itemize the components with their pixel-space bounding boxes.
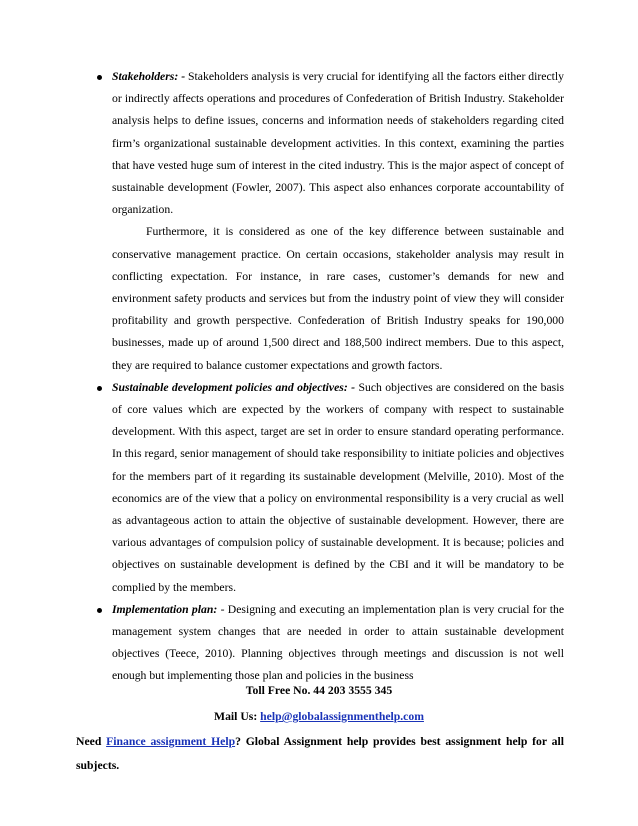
bullet-item-policies [76, 377, 564, 599]
paragraph-text: - Designing and executing an implementation plan is very crucial for the management system changes that are needed in order to attain sustainable development objectives (Teece, 2010). Planning objectives through meetings and discussion is not well enough but implementing those plan and policies in the business [112, 602, 565, 683]
document-body [76, 66, 564, 688]
bullet-item-implementation [76, 599, 564, 688]
bullet-icon [97, 386, 102, 391]
mail-line [0, 706, 638, 728]
promo-prefix: Need [76, 735, 107, 748]
mail-label: Mail Us: [214, 710, 261, 723]
bullet-heading: Sustainable development policies and objectives: - [112, 380, 356, 394]
bullet-icon [97, 608, 102, 613]
bullet-icon [97, 75, 102, 80]
paragraph-policies [112, 377, 564, 599]
paragraph-continuation: Furthermore, it is considered as one of the key difference between sustainable and conservative management practice. On certain occasions, stakeholder analysis may result in conflicting expectation. For instance, in rare cases, customer’s demands for new and environment safety products and services but from the industry point of view they will consider profitability and growth perspective. Confederation of British Industry speaks for 190,000 businesses, made up of around 1,500 direct and 188,500 indirect members. Due to this aspect, they are required to balance customer expectations and growth factors. [112, 225, 564, 372]
email-link[interactable]: help@globalassignmenthelp.com [260, 710, 424, 723]
paragraph-implementation [112, 599, 564, 688]
paragraph-stakeholders [112, 66, 564, 221]
paragraph-text: Such objectives are considered on the basis of core values which are expected by the workers of company with respect to sustainable development. With this aspect, target are set in order to ensure standard operating performance. In this regard, senior management of should take responsibility to initiate policies and objectives for the members part of it regarding its sustainable development (Melville, 2010). Most of the economics are of the view that a policy on environmental responsibility is a very crucial as well as advantageous action to attain the objective of sustainable development. However, there are various advantages of compulsion policy of sustainable development. It is because; policies and objectives on sustainable development is defined by the CBI and it will be mandatory to be complied by the members. [112, 380, 564, 594]
finance-help-link[interactable]: Finance assignment Help [106, 735, 236, 748]
bullet-heading: Implementation plan: [112, 602, 218, 616]
paragraph-text: Stakeholders analysis is very crucial for identifying all the factors either directly or indirectly affects operations and procedures of Confederation of British Industry. Stakeholder analysis helps to define issues, concerns and information needs of stakeholders regarding cited firm’s organizational sustainable development activities. In this context, examining the parties that have vested huge sum of interest in the cited industry. This is the major aspect of concept of sustainable development (Fowler, 2007). This aspect also enhances corporate accountability of organization. [112, 70, 565, 217]
bullet-heading: Stakeholders: - [112, 70, 186, 83]
promo-suffix: ? Global Assignment help provides best assignment help for all subjects. [76, 735, 564, 772]
promo-note [76, 730, 564, 778]
bullet-item-stakeholders [76, 66, 564, 377]
toll-free-number: Toll Free No. 44 203 3555 345 [245, 684, 393, 697]
